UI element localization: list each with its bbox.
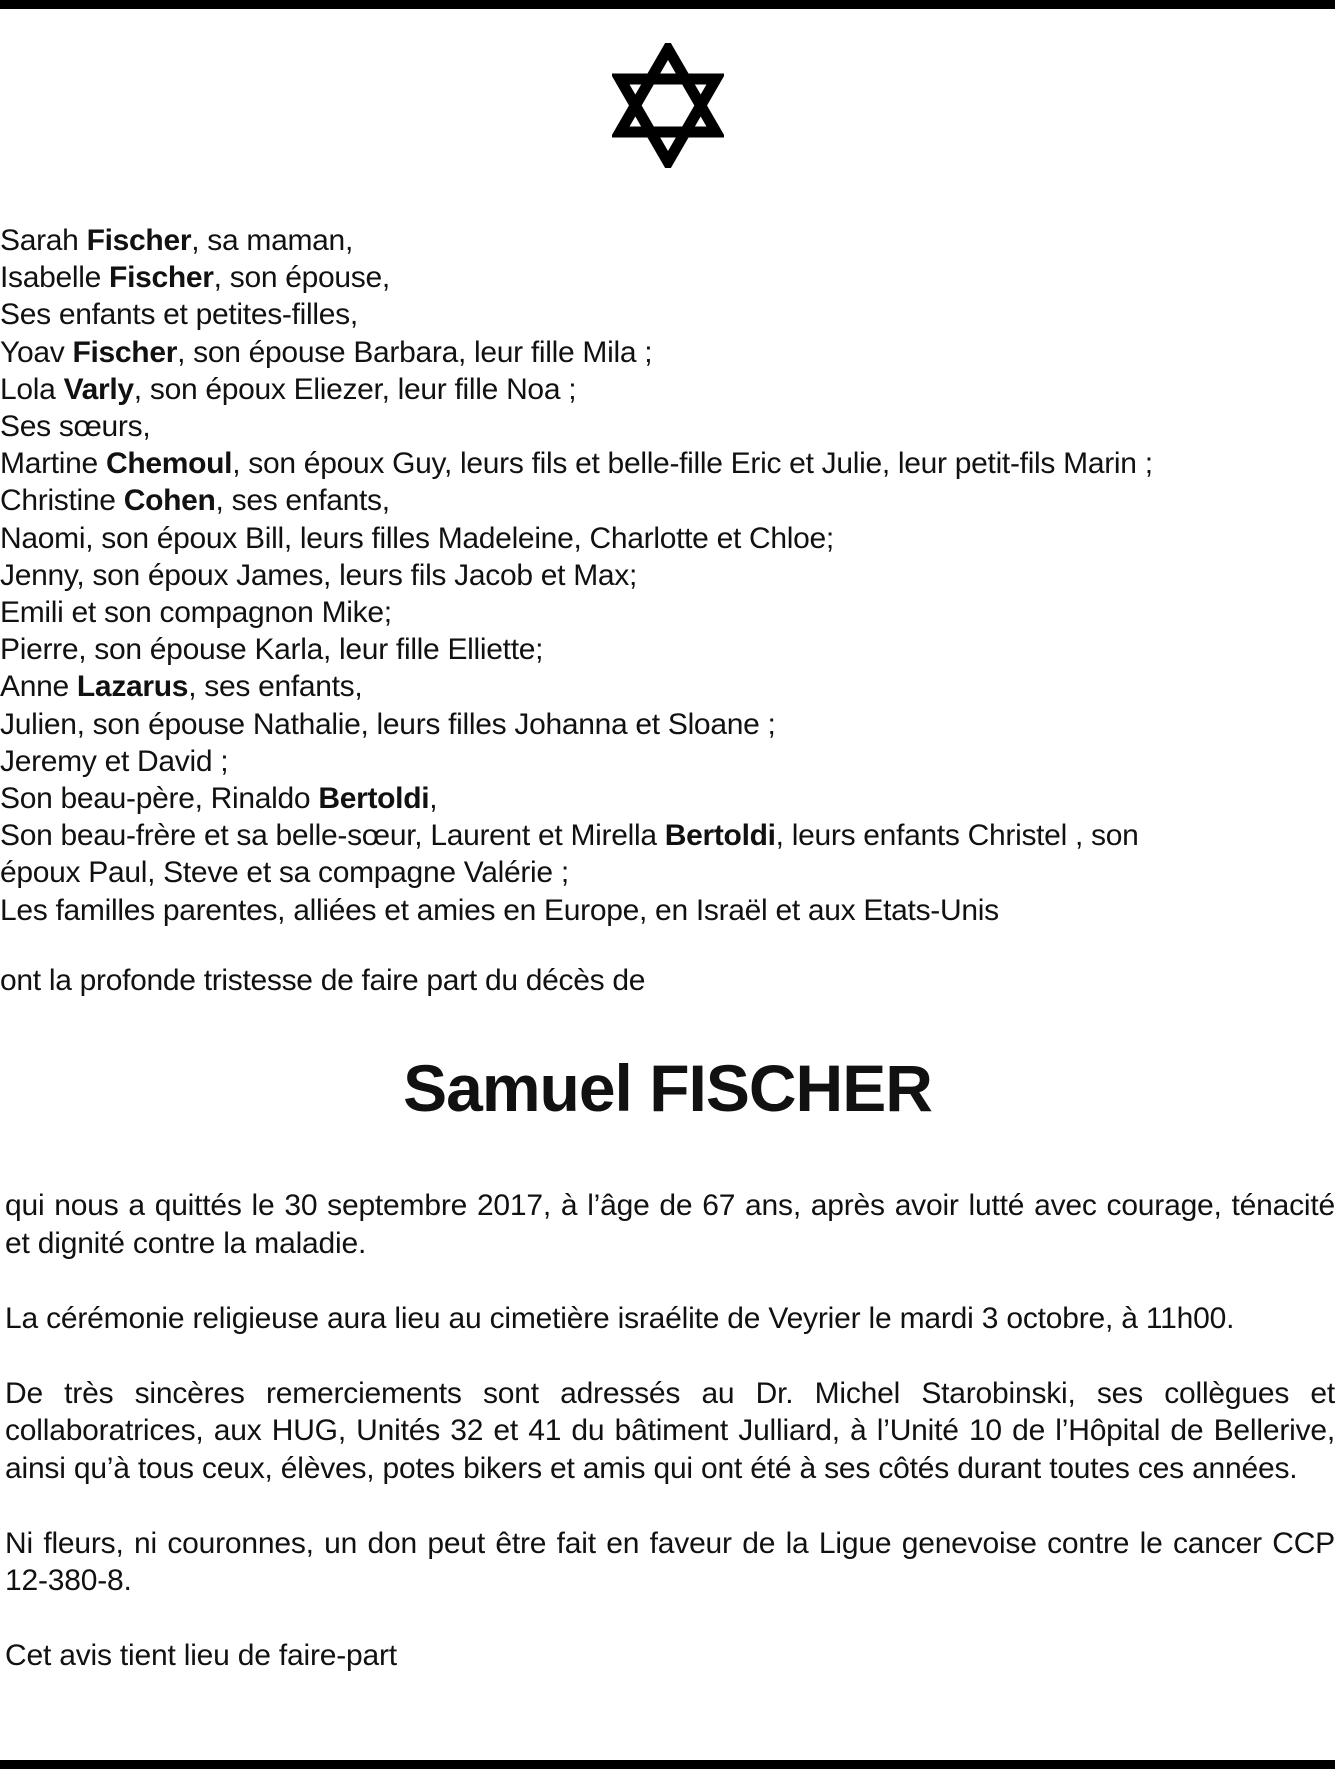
family-line [0, 854, 1330, 891]
family-text: , ses enfants, [215, 484, 390, 518]
family-line [0, 743, 1330, 780]
family-text: Yoav [0, 335, 73, 369]
family-text: , ses enfants, [188, 670, 363, 704]
family-line [0, 706, 1330, 743]
family-line [0, 520, 1330, 557]
family-text: , sa maman, [191, 224, 353, 257]
family-list [0, 222, 1330, 929]
family-line [0, 631, 1330, 668]
family-text: Son beau-père, Rinaldo [0, 782, 319, 816]
family-line [0, 334, 1330, 371]
family-surname: Bertoldi [664, 819, 776, 853]
family-surname: Cohen [123, 484, 216, 518]
donation-paragraph: Ni fleurs, ni couronnes, un don peut être fait en faveur de la Ligue genevoise contre le cancer CCP 12-380-8. [5, 1526, 1335, 1597]
family-text: Anne [0, 670, 77, 704]
bottom-rule [0, 1760, 1335, 1769]
family-text: , son épouse, [213, 261, 390, 295]
family-line [0, 668, 1330, 705]
family-line [0, 408, 1330, 445]
family-text: , leurs enfants Christel , son [775, 819, 1139, 853]
family-text: Sarah [0, 224, 87, 257]
family-line [0, 259, 1330, 296]
family-text: , [429, 782, 438, 816]
death-paragraph: qui nous a quittés le 30 septembre 2017, à l’âge de 67 ans, après avoir lutté avec courage, ténacité et dignité contre la maladie. [5, 1189, 1335, 1260]
family-surname: Chemoul [105, 447, 233, 481]
family-surname: Varly [63, 372, 134, 406]
family-text: , son époux Guy, leurs fils et belle-fille Eric et Julie, leur petit-fils Marin ; [232, 447, 1153, 481]
family-surname: Lazarus [76, 670, 189, 704]
family-text: Naomi, son époux Bill, leurs filles Madeleine, Charlotte et Chloe; [0, 521, 834, 555]
family-text: Martine [0, 447, 106, 481]
family-text: Jeremy et David ; [0, 744, 229, 778]
family-line [0, 296, 1330, 333]
family-surname: Fischer [109, 261, 214, 295]
family-text: Ses enfants et petites-filles, [0, 298, 358, 332]
family-line [0, 892, 1330, 929]
family-surname: Fischer [72, 335, 178, 369]
family-text: , son époux Eliezer, leur fille Noa ; [133, 372, 577, 406]
family-text: Christine [0, 484, 124, 518]
family-text: Ses sœurs, [0, 410, 151, 444]
star-of-david-icon [612, 43, 724, 168]
family-text: Isabelle [0, 261, 110, 295]
top-rule [0, 0, 1335, 9]
family-surname: Bertoldi [318, 782, 430, 816]
ceremony-paragraph: La cérémonie religieuse aura lieu au cimetière israélite de Veyrier le mardi 3 octobre, à 11h00. [5, 1301, 1235, 1335]
family-line [0, 557, 1330, 594]
notice-body [5, 1187, 1335, 1675]
family-text: Les familles parentes, alliées et amies en Europe, en Israël et aux Etats-Unis [0, 893, 999, 927]
family-surname: Fischer [86, 224, 192, 257]
family-text: Jenny, son époux James, leurs fils Jacob et Max; [0, 558, 638, 592]
family-line [0, 222, 1330, 259]
family-line [0, 445, 1330, 482]
family-line [0, 594, 1330, 631]
family-line [0, 482, 1330, 519]
deceased-name: Samuel FISCHER [403, 1051, 932, 1125]
intro-text: ont la profonde tristesse de faire part du décès de [0, 964, 646, 997]
family-text: Pierre, son épouse Karla, leur fille Elliette; [0, 633, 544, 667]
family-text: Julien, son épouse Nathalie, leurs filles Johanna et Sloane ; [0, 707, 776, 741]
thanks-paragraph: De très sincères remerciements sont adressés au Dr. Michel Starobinski, ses collègues et collaboratrices, aux HUG, Unités 32 et 41 du bâtiment Julliard, à l’Unité 10 de l’Hôpital de Bellerive, ainsi qu’à tous ceux, élèves, potes bikers et amis qui ont été à ses côtés durant toutes ces années. [5, 1376, 1335, 1485]
family-line [0, 371, 1330, 408]
family-line [0, 817, 1330, 854]
family-text: Lola [0, 372, 64, 406]
closing-line: Cet avis tient lieu de faire-part [5, 1639, 397, 1672]
family-text: époux Paul, Steve et sa compagne Valérie ; [0, 856, 569, 890]
family-text: , son épouse Barbara, leur fille Mila ; [177, 335, 653, 369]
family-text: Son beau-frère et sa belle-sœur, Laurent et Mirella [0, 819, 665, 853]
family-text: Emili et son compagnon Mike; [0, 596, 392, 630]
family-line [0, 780, 1330, 817]
